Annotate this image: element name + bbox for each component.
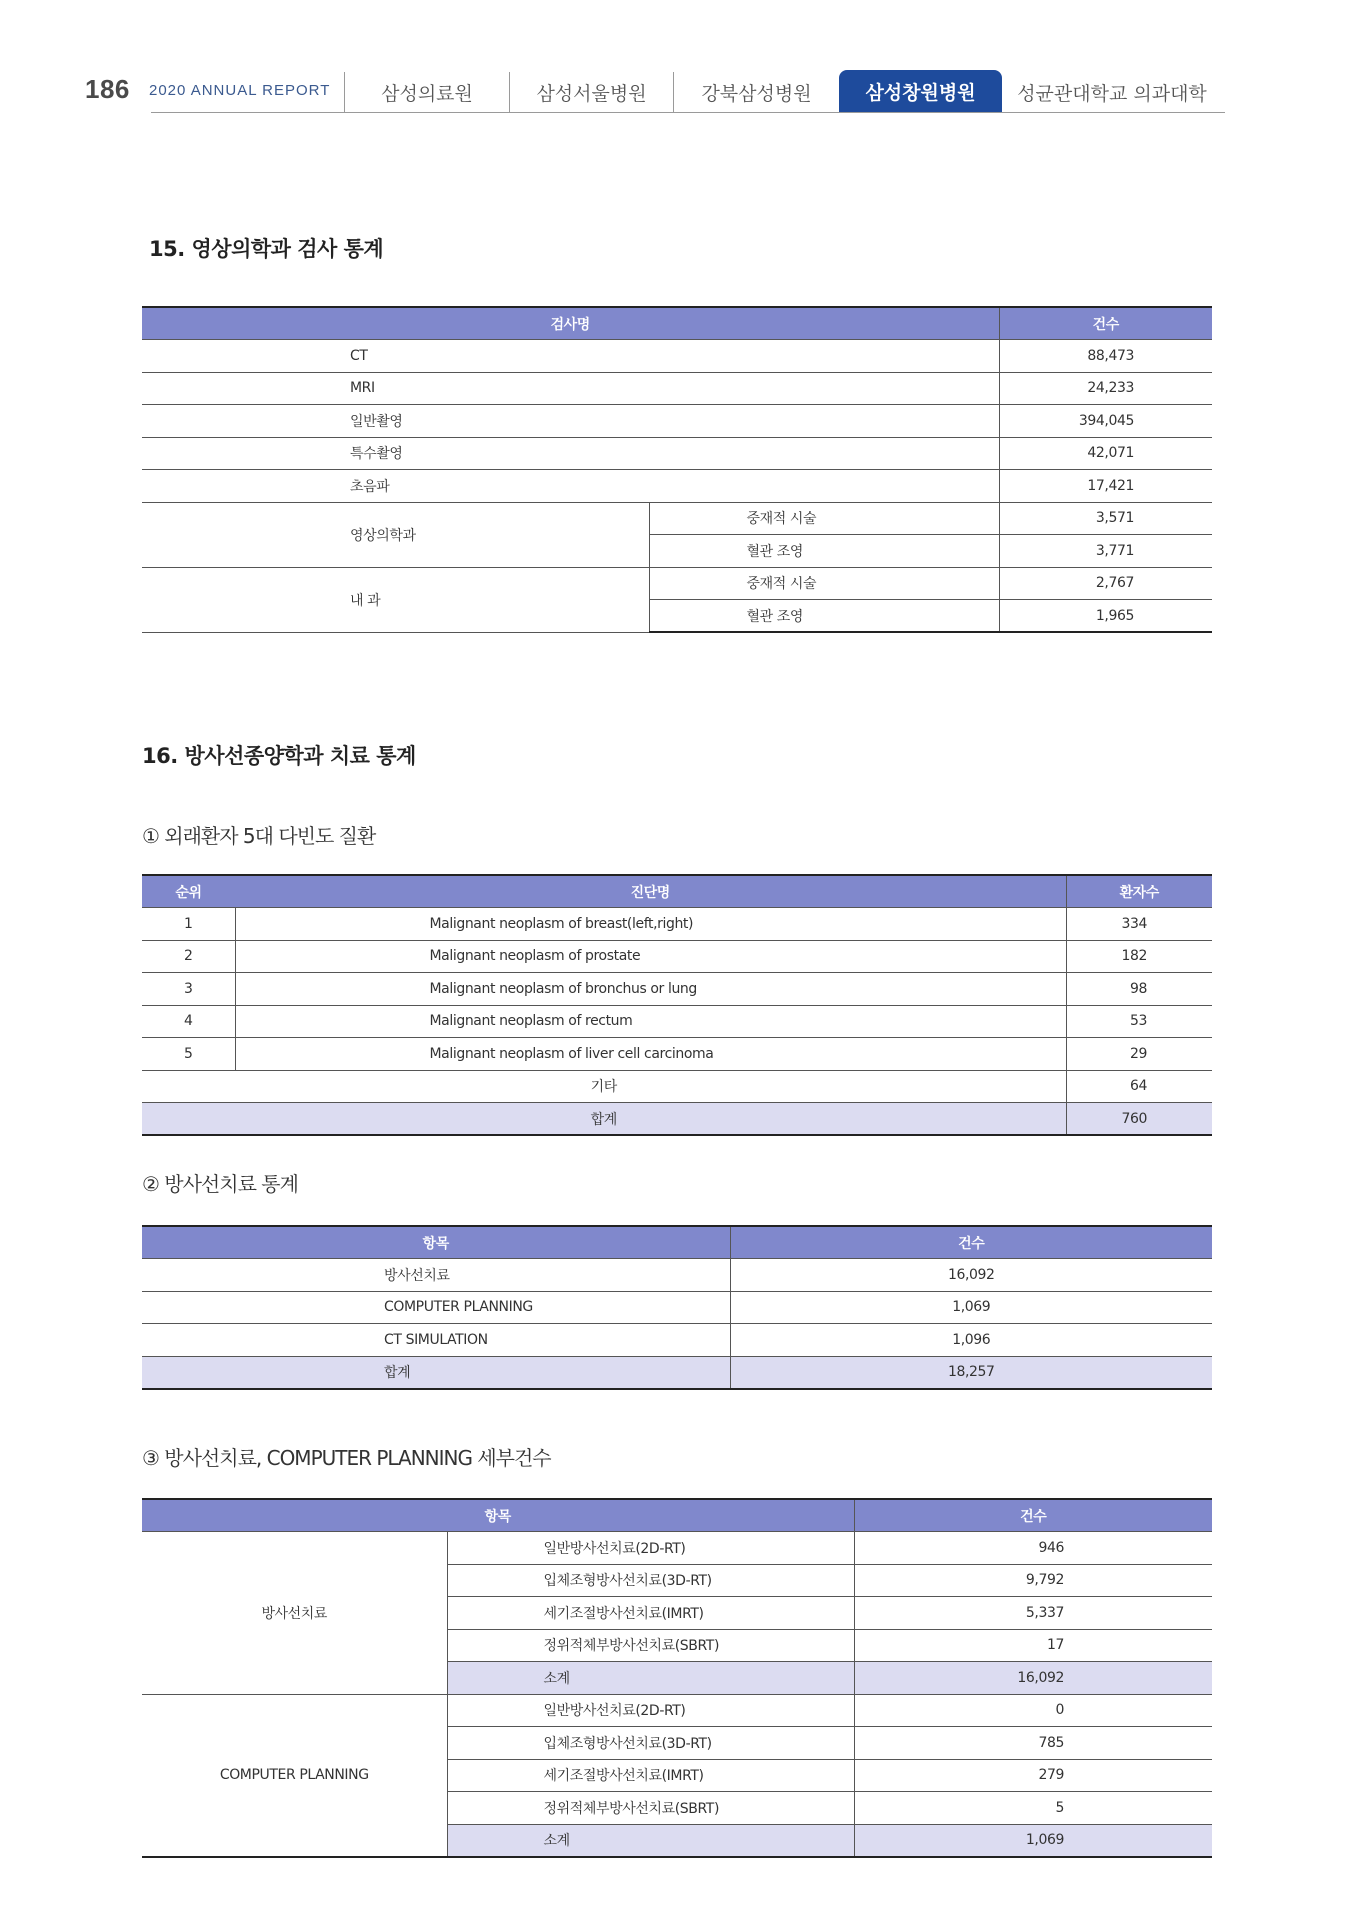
subtotal-label: 소계 [447,1662,854,1695]
table-row [142,1259,1212,1292]
procedure-count: 2,767 [999,567,1212,600]
table-row [142,567,1212,600]
rank-cell: 2 [142,940,235,973]
outpatient-diagnosis-table [142,874,1212,1136]
table-row [142,1694,1212,1727]
total-patients: 760 [1066,1103,1212,1136]
patients-cell: 182 [1066,940,1212,973]
count-cell: 785 [854,1727,1212,1760]
table-row [142,973,1212,1006]
group-name: 영상의학과 [142,502,649,567]
column-header-patients: 환자수 [1066,875,1212,908]
section-15-title: 15. 영상의학과 검사 통계 [149,237,384,261]
tab-samsung-seoul-hospital[interactable]: 삼성서울병원 [509,72,673,112]
tab-skku-school-of-medicine[interactable]: 성균관대학교 의과대학 [1017,82,1207,105]
item-cell: 정위적체부방사선치료(SBRT) [447,1792,854,1825]
table-header-row [142,1499,1212,1532]
exam-name: 초음파 [142,470,999,503]
procedure-name: 중재적 시술 [649,502,999,535]
item-cell: 세기조절방사선치료(IMRT) [447,1759,854,1792]
exam-count: 394,045 [999,405,1212,438]
radiotherapy-detail-table [142,1498,1212,1858]
exam-count: 88,473 [999,340,1212,373]
table-header-row [142,307,1212,340]
section-nav [344,70,1222,112]
count-cell: 17 [854,1629,1212,1662]
table-row [142,502,1212,535]
table-header-row [142,1226,1212,1259]
table-row [142,340,1212,373]
table-row-total [142,1103,1212,1136]
diagnosis-cell: Malignant neoplasm of bronchus or lung [235,973,1066,1006]
table-row [142,437,1212,470]
item-cell: 방사선치료 [142,1259,730,1292]
item-cell: 일반방사선치료(2D-RT) [447,1532,854,1565]
table-row [142,470,1212,503]
tab-kangbuk-samsung-hospital[interactable]: 강북삼성병원 [673,72,839,112]
column-header-count: 건수 [730,1226,1212,1259]
column-header-item: 항목 [142,1226,730,1259]
count-cell: 9,792 [854,1564,1212,1597]
rank-cell: 3 [142,973,235,1006]
subsection-3-title: ③ 방사선치료, COMPUTER PLANNING 세부건수 [142,1446,551,1470]
table-row [142,940,1212,973]
column-header-count: 건수 [999,307,1212,340]
group-name: 내 과 [142,567,649,632]
table-row [142,1291,1212,1324]
group-name: 방사선치료 [142,1532,447,1695]
procedure-count: 3,771 [999,535,1212,568]
item-cell: 세기조절방사선치료(IMRT) [447,1597,854,1630]
count-cell: 279 [854,1759,1212,1792]
table-row [142,1038,1212,1071]
count-cell: 0 [854,1694,1212,1727]
tab-samsung-changwon-hospital[interactable]: 삼성창원병원 [839,70,1002,112]
table-row [142,372,1212,405]
total-count: 18,257 [730,1356,1212,1389]
procedure-name: 혈관 조영 [649,535,999,568]
item-cell: CT SIMULATION [142,1324,730,1357]
total-label: 합계 [142,1103,1066,1136]
subtotal-label: 소계 [447,1824,854,1857]
report-label: 2020 ANNUAL REPORT [149,82,331,99]
other-patients: 64 [1066,1070,1212,1103]
group-name: COMPUTER PLANNING [142,1694,447,1857]
table-row [142,1532,1212,1565]
table-row [142,1005,1212,1038]
procedure-count: 1,965 [999,600,1212,633]
other-label: 기타 [142,1070,1066,1103]
section-16-title: 16. 방사선종양학과 치료 통계 [142,744,416,768]
column-header-rank: 순위 [142,875,235,908]
column-header-exam: 검사명 [142,307,999,340]
item-cell: 정위적체부방사선치료(SBRT) [447,1629,854,1662]
total-label: 합계 [142,1356,730,1389]
diagnosis-cell: Malignant neoplasm of rectum [235,1005,1066,1038]
tab-samsung-medical-center[interactable]: 삼성의료원 [344,72,509,112]
rank-cell: 5 [142,1038,235,1071]
exam-count: 17,421 [999,470,1212,503]
count-cell: 5,337 [854,1597,1212,1630]
count-cell: 1,096 [730,1324,1212,1357]
subtotal-count: 1,069 [854,1824,1212,1857]
item-cell: 일반방사선치료(2D-RT) [447,1694,854,1727]
item-cell: COMPUTER PLANNING [142,1291,730,1324]
procedure-name: 중재적 시술 [649,567,999,600]
exam-name: 특수촬영 [142,437,999,470]
header-divider [151,112,1225,113]
patients-cell: 29 [1066,1038,1212,1071]
item-cell: 입체조형방사선치료(3D-RT) [447,1727,854,1760]
exam-count: 42,071 [999,437,1212,470]
diagnosis-cell: Malignant neoplasm of prostate [235,940,1066,973]
procedure-name: 혈관 조영 [649,600,999,633]
exam-name: CT [142,340,999,373]
rank-cell: 4 [142,1005,235,1038]
subtotal-count: 16,092 [854,1662,1212,1695]
procedure-count: 3,571 [999,502,1212,535]
table-row-total [142,1356,1212,1389]
exam-count: 24,233 [999,372,1212,405]
count-cell: 946 [854,1532,1212,1565]
diagnosis-cell: Malignant neoplasm of liver cell carcinoma [235,1038,1066,1071]
table-header-row [142,875,1212,908]
table-row [142,908,1212,941]
count-cell: 1,069 [730,1291,1212,1324]
count-cell: 16,092 [730,1259,1212,1292]
page-header [85,68,1225,114]
column-header-item: 항목 [142,1499,854,1532]
exam-name: 일반촬영 [142,405,999,438]
count-cell: 5 [854,1792,1212,1825]
radiotherapy-stats-table [142,1225,1212,1390]
table-row-other [142,1070,1212,1103]
column-header-diagnosis: 진단명 [235,875,1066,908]
subsection-1-title: ① 외래환자 5대 다빈도 질환 [142,824,376,848]
subsection-2-title: ② 방사선치료 통계 [142,1172,298,1196]
patients-cell: 98 [1066,973,1212,1006]
radiology-exam-table [142,306,1212,633]
page-number: 186 [85,74,130,104]
table-row [142,1324,1212,1357]
patients-cell: 53 [1066,1005,1212,1038]
item-cell: 입체조형방사선치료(3D-RT) [447,1564,854,1597]
exam-name: MRI [142,372,999,405]
rank-cell: 1 [142,908,235,941]
column-header-count: 건수 [854,1499,1212,1532]
patients-cell: 334 [1066,908,1212,941]
diagnosis-cell: Malignant neoplasm of breast(left,right) [235,908,1066,941]
table-row [142,405,1212,438]
